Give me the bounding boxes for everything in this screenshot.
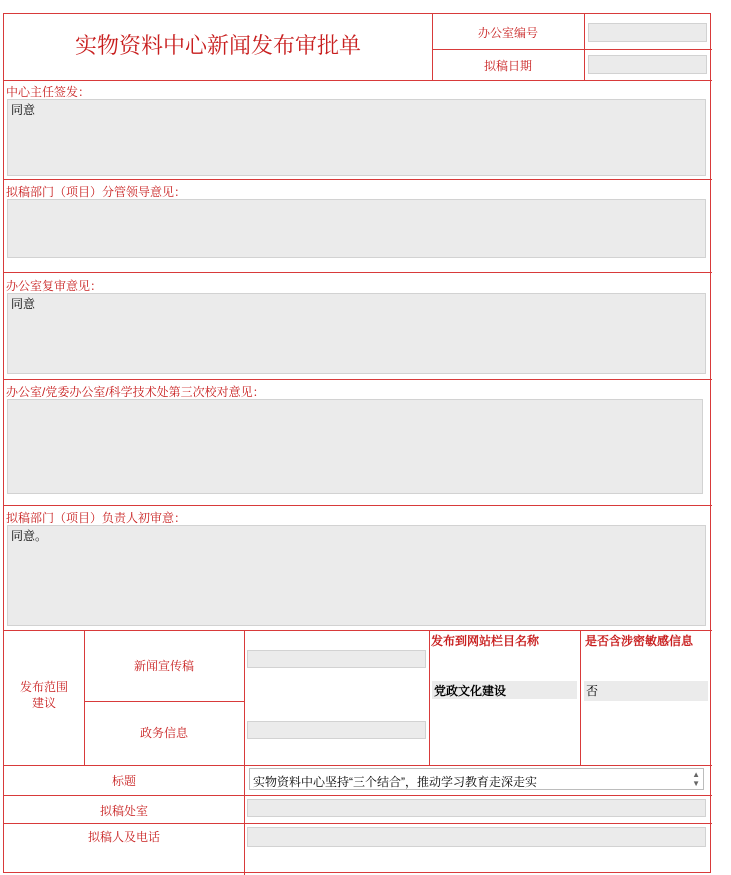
dept-leader-label: 拟稿部门（项目）分管领导意见： [6,185,187,199]
third-check-field[interactable] [7,399,703,494]
news-label: 新闻宣传稿 [133,659,194,673]
draft-date-field[interactable] [588,55,707,74]
gov-info-label: 政务信息 [139,726,188,740]
column-header: 发布到网站栏目名称 [431,634,540,648]
scroll-spinner[interactable]: ▲ ▼ [692,770,700,788]
news-field[interactable] [247,650,426,668]
sensitive-header: 是否含涉密敏感信息 [585,634,694,648]
gov-info-field[interactable] [247,721,426,739]
draft-date-label: 拟稿日期 [483,59,532,73]
dept-head-field[interactable]: 同意。 [7,525,706,626]
office-number-field[interactable] [588,23,707,42]
director-sign-label: 中心主任签发： [6,85,91,99]
dept-leader-field[interactable] [7,199,706,258]
draft-dept-label: 拟稿处室 [99,804,148,818]
approval-form [3,13,711,873]
title-input[interactable]: 实物资料中心坚持“三个结合”，推动学习教育走深走实 ▲ ▼ [249,768,704,790]
title-label: 标题 [111,774,136,788]
office-number-label: 办公室编号 [477,26,538,40]
office-review-field[interactable]: 同意 [7,293,706,374]
third-check-label: 办公室/党委办公室/科学技术处第三次校对意见： [6,385,265,399]
dept-head-label: 拟稿部门（项目）负责人初审意： [6,511,187,525]
column-field[interactable]: 党政文化建设 [432,681,577,699]
drafter-label: 拟稿人及电话 [87,830,160,844]
drafter-field[interactable] [247,827,706,847]
publish-scope-label: 发布范围 建议 [19,680,68,710]
office-review-label: 办公室复审意见： [6,279,103,293]
draft-dept-field[interactable] [247,799,706,817]
sensitive-field[interactable]: 否 [584,681,708,701]
form-title: 实物资料中心新闻发布审批单 [74,34,361,59]
director-sign-field[interactable]: 同意 [7,99,706,176]
